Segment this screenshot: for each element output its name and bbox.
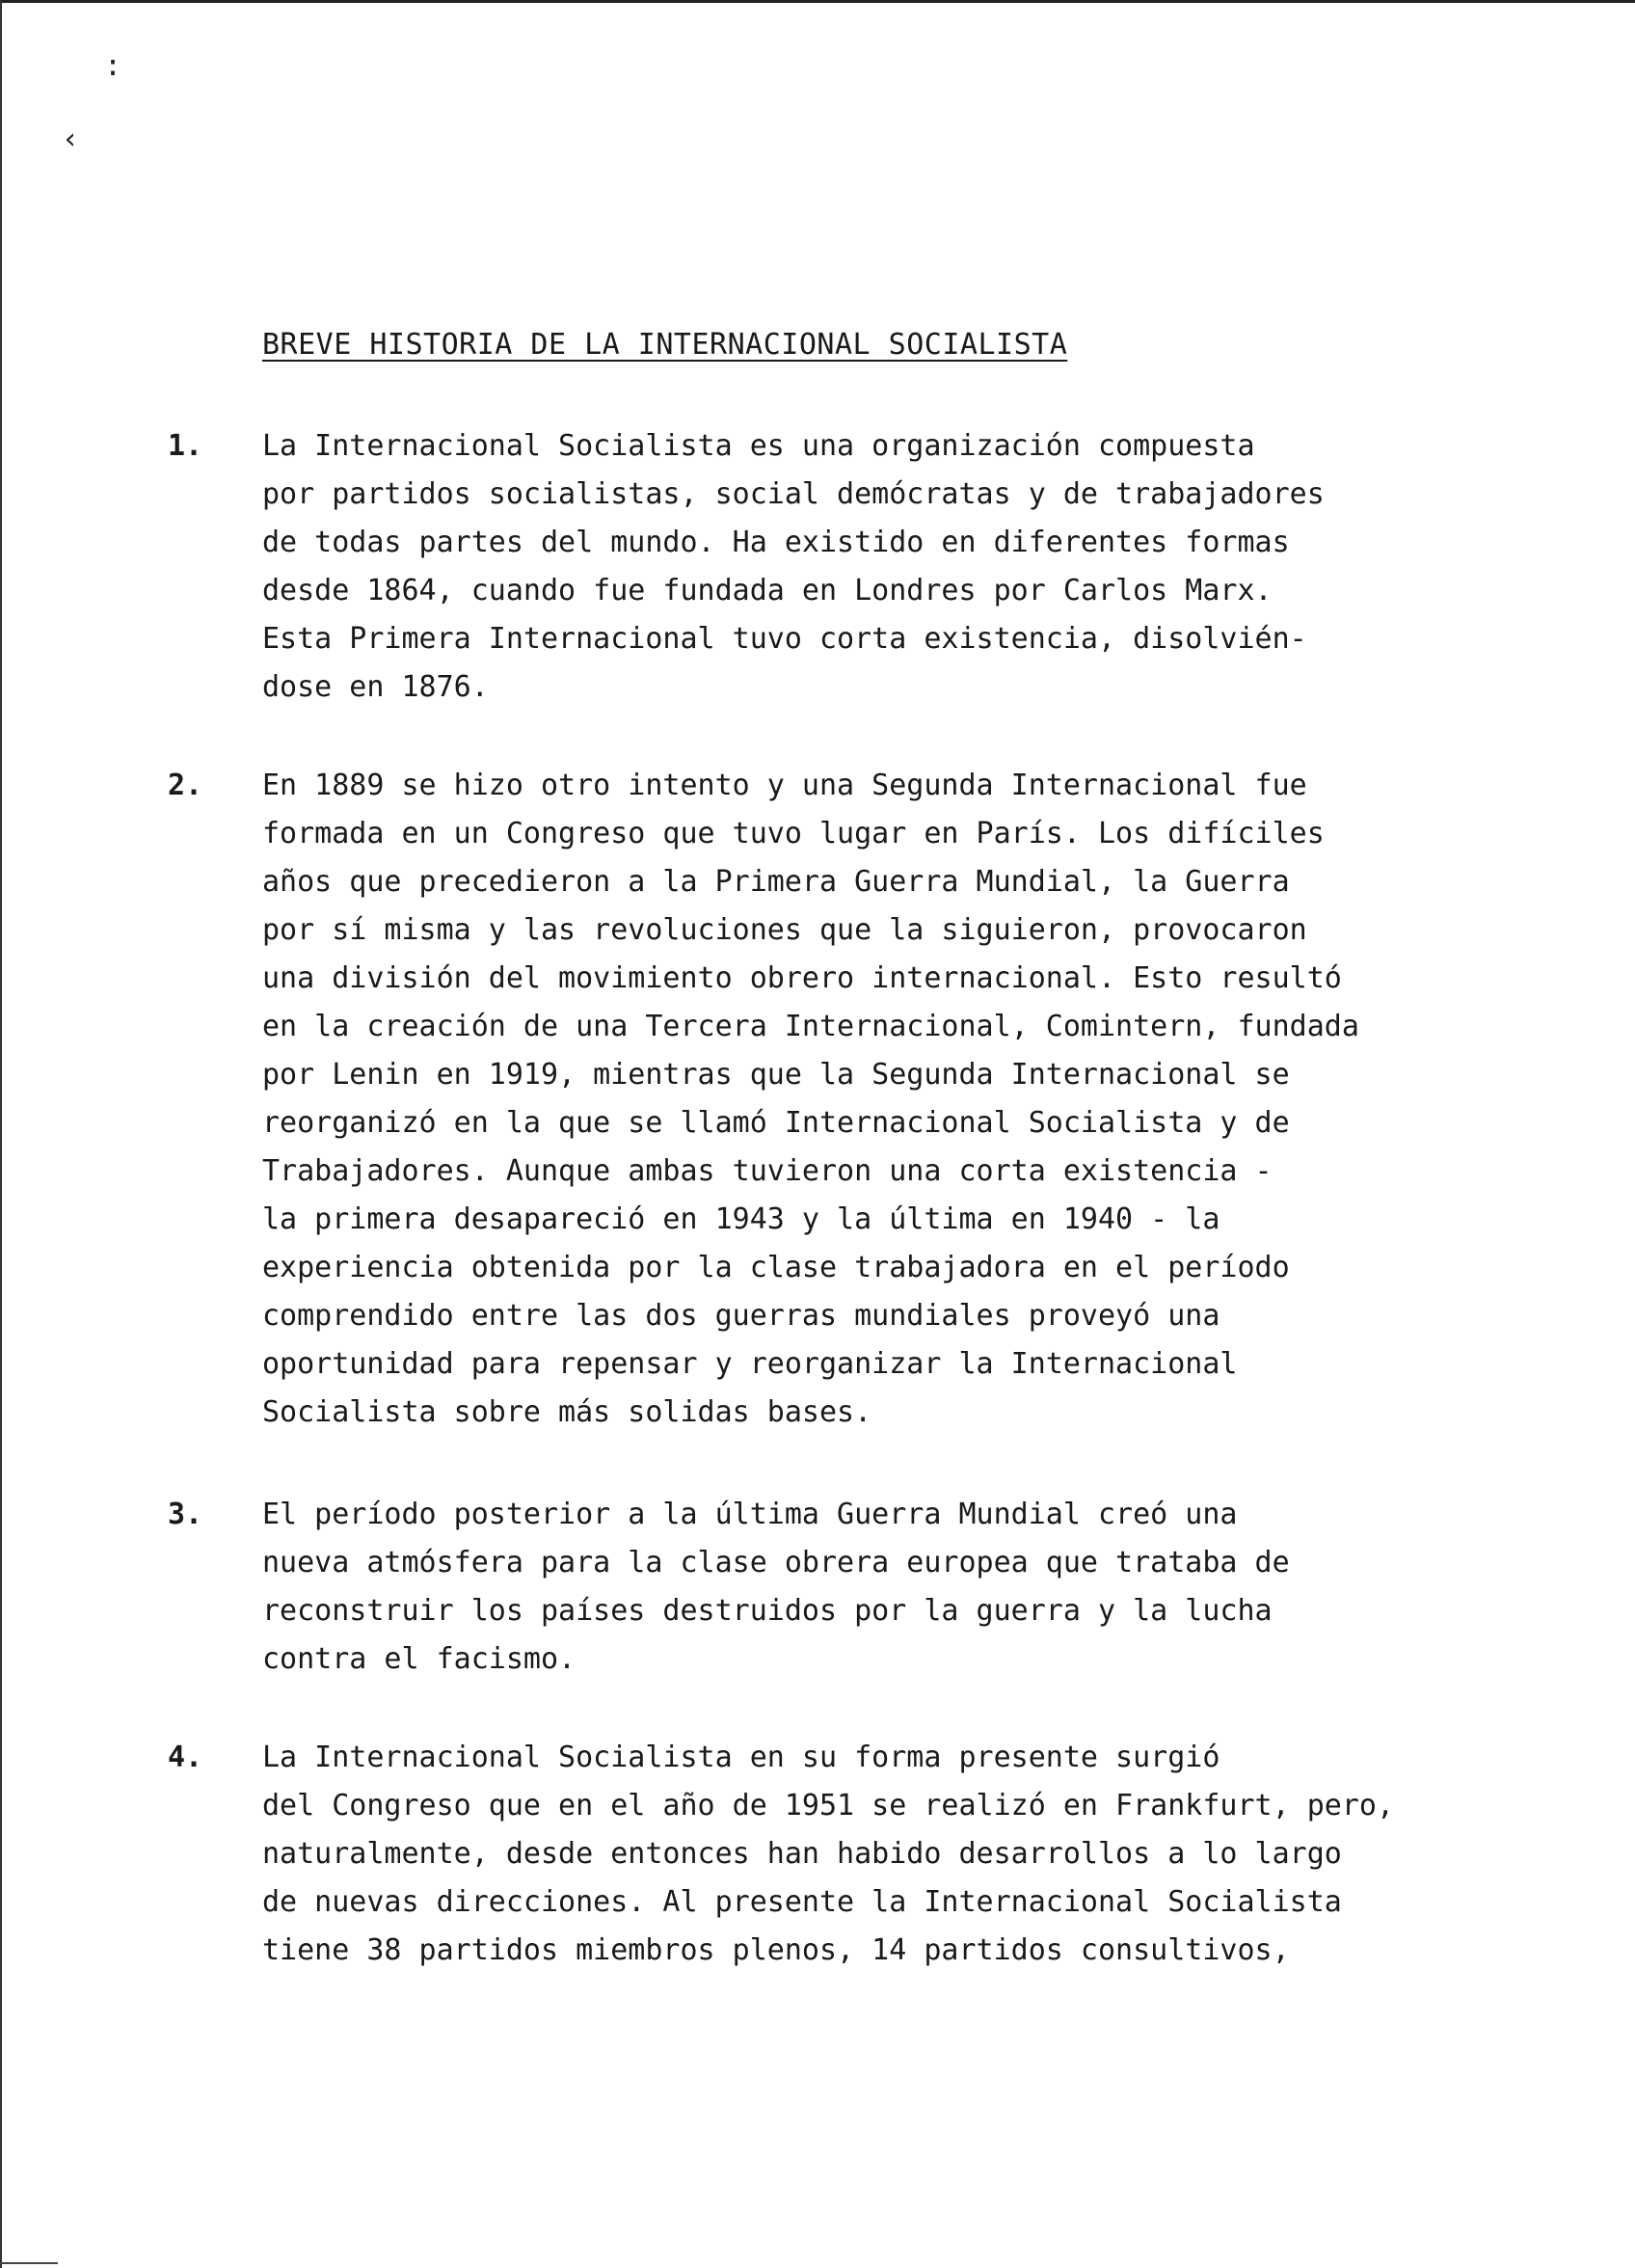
- paragraph-number: 3.: [168, 1498, 203, 1531]
- scan-mark-arrow: ‹: [62, 122, 80, 156]
- text-line: años que precedieron a la Primera Guerra Mundial, la Guerra: [262, 865, 1290, 899]
- text-line: en la creación de una Tercera Internacional, Comintern, fundada: [262, 1010, 1359, 1043]
- text-line: de todas partes del mundo. Ha existido en diferentes formas: [262, 526, 1290, 559]
- text-line: Socialista sobre más solidas bases.: [262, 1395, 872, 1429]
- text-line: Trabajadores. Aunque ambas tuvieron una corta existencia -: [262, 1154, 1273, 1188]
- text-line: formada en un Congreso que tuvo lugar en París. Los difíciles: [262, 817, 1325, 850]
- text-line: del Congreso que en el año de 1951 se realizó en Frankfurt, pero,: [262, 1789, 1394, 1822]
- text-line: de nuevas direcciones. Al presente la Internacional Socialista: [262, 1885, 1342, 1919]
- text-line: tiene 38 partidos miembros plenos, 14 partidos consultivos,: [262, 1933, 1290, 1967]
- scan-edge-left: [0, 0, 2, 2268]
- scan-mark-colon: :: [104, 49, 122, 83]
- scan-edge-top: [0, 0, 1635, 3]
- text-line: En 1889 se hizo otro intento y una Segunda Internacional fue: [262, 769, 1307, 802]
- text-line: oportunidad para repensar y reorganizar la Internacional: [262, 1347, 1238, 1381]
- paragraph-number: 4.: [168, 1741, 203, 1774]
- text-line: naturalmente, desde entonces han habido desarrollos a lo largo: [262, 1837, 1342, 1871]
- text-line: desde 1864, cuando fue fundada en Londres por Carlos Marx.: [262, 574, 1273, 608]
- text-line: Esta Primera Internacional tuvo corta existencia, disolvién-: [262, 622, 1307, 656]
- text-line: por sí misma y las revoluciones que la siguieron, provocaron: [262, 913, 1307, 947]
- text-line: reconstruir los países destruidos por la guerra y la lucha: [262, 1594, 1273, 1628]
- scan-edge-bottom: [0, 2262, 58, 2264]
- text-line: experiencia obtenida por la clase trabajadora en el período: [262, 1251, 1290, 1284]
- text-line: El período posterior a la última Guerra Mundial creó una: [262, 1498, 1238, 1531]
- text-line: nueva atmósfera para la clase obrera europea que trataba de: [262, 1546, 1290, 1580]
- text-line: La Internacional Socialista es una organización compuesta: [262, 429, 1255, 463]
- text-line: comprendido entre las dos guerras mundiales proveyó una: [262, 1299, 1220, 1333]
- paragraph-body: [262, 1734, 1535, 1975]
- text-line: una división del movimiento obrero internacional. Esto resultó: [262, 961, 1342, 995]
- text-line: por Lenin en 1919, mientras que la Segunda Internacional se: [262, 1058, 1290, 1092]
- paragraph-body: [262, 422, 1535, 712]
- paragraph-number: 2.: [168, 769, 203, 802]
- text-line: La Internacional Socialista en su forma presente surgió: [262, 1741, 1220, 1774]
- text-line: reorganizó en la que se llamó Internacional Socialista y de: [262, 1106, 1290, 1140]
- paragraph-body: [262, 762, 1535, 1437]
- text-line: la primera desapareció en 1943 y la última en 1940 - la: [262, 1202, 1220, 1236]
- paragraph-body: [262, 1491, 1535, 1684]
- document-title: BREVE HISTORIA DE LA INTERNACIONAL SOCIALISTA: [262, 328, 1068, 362]
- text-line: por partidos socialistas, social demócratas y de trabajadores: [262, 477, 1325, 511]
- paragraph-number: 1.: [168, 429, 203, 463]
- text-line: dose en 1876.: [262, 670, 489, 704]
- text-line: contra el facismo.: [262, 1642, 576, 1676]
